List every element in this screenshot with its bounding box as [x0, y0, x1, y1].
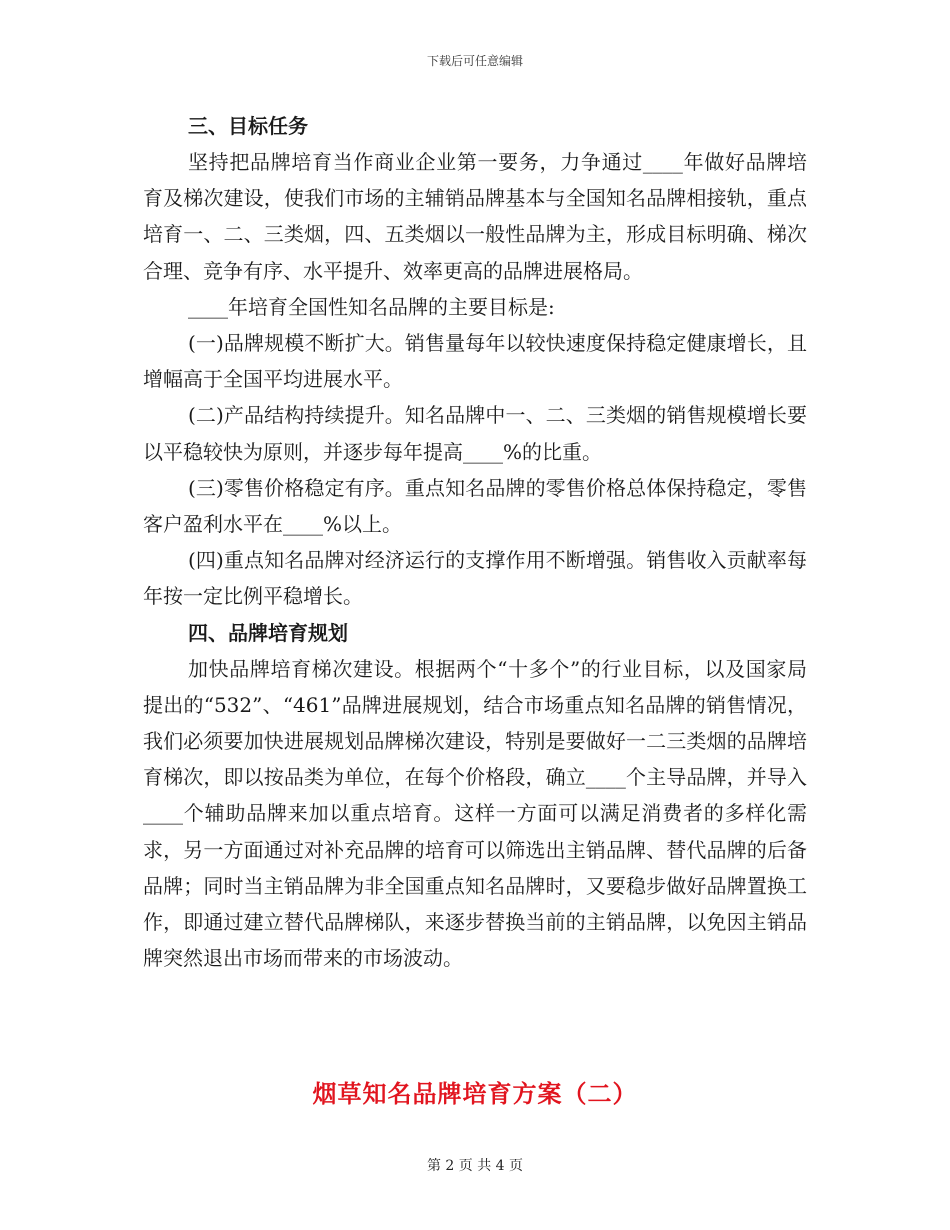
section-heading-goals: 三、目标任务: [188, 114, 308, 138]
section-heading-planning: 四、品牌培育规划: [188, 620, 348, 645]
paragraph: (一)品牌规模不断扩大。销售量每年以较快速度保持稳定健康增长，且增幅高于全国平均进展水平。: [143, 331, 807, 392]
page-number-footer: 第 2 页 共 4 页: [426, 1158, 524, 1174]
next-document-title: 烟草知名品牌培育方案（二）: [312, 1080, 638, 1108]
paragraph: ____年培育全国性知名品牌的主要目标是:: [188, 294, 555, 319]
page-header: 下载后可任意编辑: [426, 54, 523, 68]
paragraph: 坚持把品牌培育当作商业企业第一要务，力争通过____年做好品牌培育及梯次建设，使我们市场的主辅销品牌基本与全国知名品牌相接轨，重点培育一、二、三类烟，四、五类烟以一般性品牌为主，形成目标明确、梯次合理、竞争有序、水平提升、效率更高的品牌进展格局。: [143, 150, 807, 283]
paragraph: (二)产品结构持续提升。知名品牌中一、二、三类烟的销售规模增长要以平稳较快为原则，并逐步每年提高____%的比重。: [143, 403, 807, 464]
paragraph: (三)零售价格稳定有序。重点知名品牌的零售价格总体保持稳定，零售客户盈利水平在____%以上。: [143, 475, 807, 537]
document-body: [143, 108, 807, 976]
paragraph: 加快品牌培育梯次建设。根据两个“十多个”的行业目标，以及国家局提出的“532”、“461”品牌进展规划，结合市场重点知名品牌的销售情况，我们必须要加快进展规划品牌梯次建设，特别是要做好一二三类烟的品牌培育梯次，即以按品类为单位，在每个价格段，确立____个主导品牌，并导入____个辅助品牌来加以重点培育。这样一方面可以满足消费者的多样化需求，另一方面通过对补充品牌的培育可以筛选出主销品牌、替代品牌的后备品牌；同时当主销品牌为非全国重点知名品牌时，又要稳步做好品牌置换工作，即通过建立替代品牌梯队，来逐步替换当前的主销品牌，以免因主销品牌突然退出市场而带来的市场波动。: [143, 656, 807, 971]
paragraph: (四)重点知名品牌对经济运行的支撑作用不断增强。销售收入贡献率每年按一定比例平稳增长。: [143, 548, 807, 609]
